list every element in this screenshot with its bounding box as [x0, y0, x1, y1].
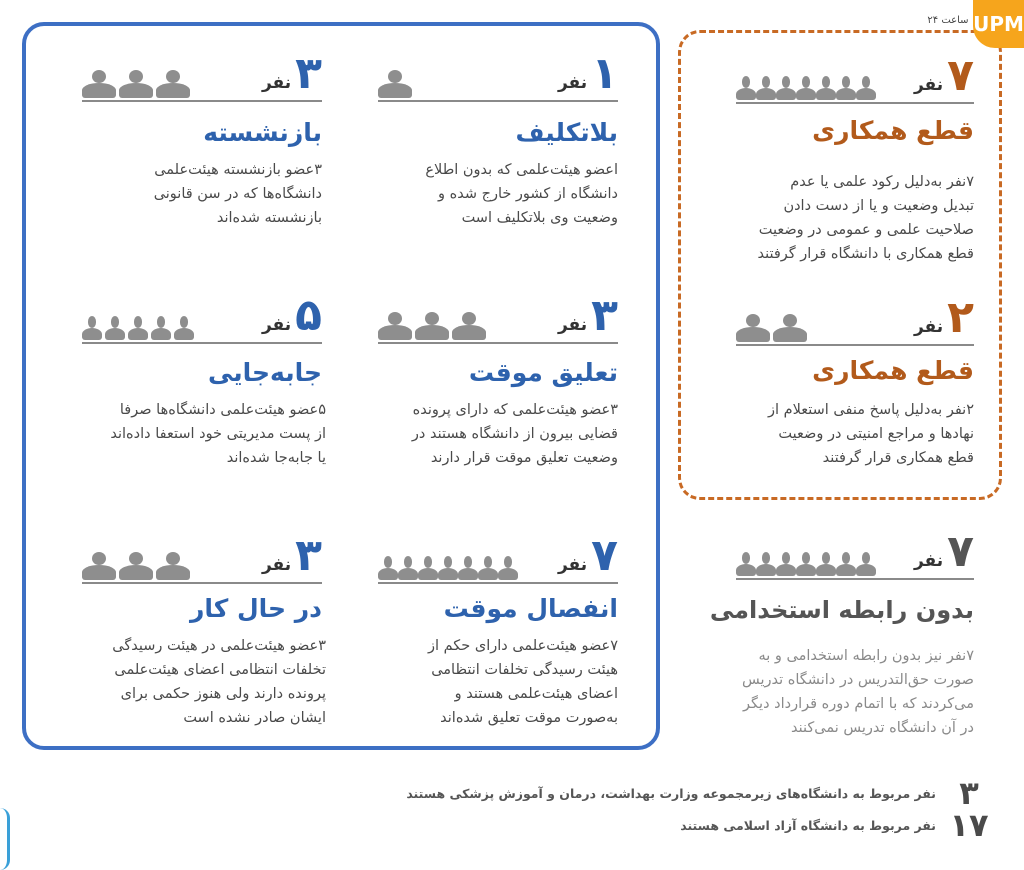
- count: ۳ نفر: [261, 48, 322, 99]
- people-icon-group: [378, 70, 412, 98]
- count: ۷ نفر: [913, 526, 974, 577]
- person-icon: [378, 312, 412, 340]
- person-icon: [856, 76, 876, 100]
- person-icon: [119, 70, 153, 98]
- card-no-employment: [709, 526, 974, 746]
- person-icon: [773, 314, 807, 342]
- person-icon: [776, 76, 796, 100]
- person-icon: [82, 316, 102, 340]
- card-desc: ۷عضو هیئت‌علمی دارای حکم از هیئت رسیدگی تخلفات انتظامی اعضای هیئت‌علمی هستند و به‌صورت موقت تعلیق شده‌اند: [427, 638, 618, 726]
- card-header: [82, 530, 322, 584]
- card-inprogress: [82, 530, 326, 740]
- card-retired: [82, 48, 322, 238]
- card-header: [378, 48, 618, 102]
- card-desc: ۵عضو هیئت‌علمی دانشگاه‌ها صرفا از پست مدیریتی خود استعفا داده‌اند یا جابه‌جا شده‌اند: [110, 402, 326, 466]
- card-title: تعلیق موقت: [468, 358, 618, 387]
- people-icon-group: [378, 556, 518, 580]
- person-icon: [736, 76, 756, 100]
- card-title: بلاتکلیف: [515, 118, 618, 147]
- person-icon: [498, 556, 518, 580]
- card-desc: ۲نفر به‌دلیل پاسخ منفی استعلام از نهادها و مراجع امنیتی در وضعیت قطع همکاری قرار گرفتند: [768, 402, 974, 466]
- person-icon: [156, 552, 190, 580]
- person-icon: [156, 70, 190, 98]
- count: ۷ نفر: [913, 50, 974, 101]
- people-icon-group: [736, 76, 876, 100]
- card-desc: اعضو هیئت‌علمی که بدون اطلاع دانشگاه از کشور خارج شده و وضعیت وی بلاتکلیف است: [425, 162, 618, 226]
- card-transfer: [82, 290, 326, 480]
- card-desc: ۳عضو هیئت‌علمی در هیئت رسیدگی تخلفات انتظامی اعضای هیئت‌علمی پرونده دارند ولی هنوز حکمی برای ایشان صادر نشده است: [112, 638, 326, 726]
- card-bela: [378, 48, 618, 238]
- person-icon: [756, 76, 776, 100]
- person-icon: [378, 556, 398, 580]
- people-icon-group: [378, 312, 486, 340]
- person-icon: [776, 552, 796, 576]
- people-icon-group: [82, 316, 194, 340]
- footer-note-1: ۳ نفر مربوط به دانشگاه‌های زیرمجموعه وزارت بهداشت، درمان و آموزش پزشکی هستند: [406, 774, 979, 812]
- person-icon: [174, 316, 194, 340]
- person-icon: [478, 556, 498, 580]
- card-desc: ۷نفر به‌دلیل رکود علمی یا عدم تبدیل وضعیت و یا از دست دادن صلاحیت علمی و عمومی در وضعیت قطع همکاری با دانشگاه قرار گرفتند: [757, 174, 974, 262]
- person-icon: [82, 70, 116, 98]
- card-title: قطع همکاری: [812, 356, 974, 385]
- upm-badge: UPM: [973, 0, 1024, 48]
- person-icon: [82, 552, 116, 580]
- card-header: [82, 48, 322, 102]
- count: ۳ نفر: [557, 290, 618, 341]
- card-header: [736, 292, 974, 346]
- person-icon: [736, 552, 756, 576]
- person-icon: [816, 552, 836, 576]
- card-suspension: [378, 290, 618, 480]
- card-cut7: [736, 50, 974, 270]
- card-desc: ۳عضو بازنشسته هیئت‌علمی دانشگاه‌ها که در سن قانونی بازنشسته شده‌اند: [153, 162, 322, 226]
- card-title: قطع همکاری: [812, 116, 974, 145]
- card-separation: [378, 530, 618, 740]
- count: ۳ نفر: [261, 530, 322, 581]
- person-icon: [796, 76, 816, 100]
- card-desc: ۷نفر نیز بدون رابطه استخدامی و به صورت حق‌التدریس در دانشگاه تدریس می‌کردند که با اتمام دوره قرارداد دیگر در آن دانشگاه تدریس نمی‌کنند: [741, 648, 974, 736]
- card-title: بازنشسته: [203, 118, 322, 147]
- count: ۵ نفر: [261, 290, 322, 341]
- person-icon: [151, 316, 171, 340]
- card-header: [378, 530, 618, 584]
- person-icon: [836, 552, 856, 576]
- count: ۲ نفر: [913, 292, 974, 343]
- person-icon: [458, 556, 478, 580]
- person-icon: [105, 316, 125, 340]
- person-icon: [119, 552, 153, 580]
- person-icon: [418, 556, 438, 580]
- card-title: در حال کار: [189, 594, 322, 623]
- person-icon: [438, 556, 458, 580]
- card-header: [736, 526, 974, 580]
- person-icon: [128, 316, 148, 340]
- person-icon: [452, 312, 486, 340]
- card-title: انفصال موقت: [443, 594, 618, 623]
- card-desc: ۳عضو هیئت‌علمی که دارای پرونده قضایی بیرون از دانشگاه هستند در وضعیت تعلیق موقت قرار دارند: [411, 402, 618, 466]
- card-header: [378, 290, 618, 344]
- card-cut2: [736, 292, 974, 482]
- card-header: [82, 290, 322, 344]
- card-title: جابه‌جایی: [207, 358, 322, 387]
- card-header: [736, 50, 974, 104]
- person-icon: [398, 556, 418, 580]
- people-icon-group: [736, 314, 807, 342]
- person-icon: [796, 552, 816, 576]
- publisher-logo: ساعت ۲۴: [927, 14, 969, 26]
- person-icon: [415, 312, 449, 340]
- person-icon: [756, 552, 776, 576]
- card-title: بدون رابطه استخدامی: [709, 596, 974, 624]
- count: ۷ نفر: [557, 530, 618, 581]
- decorative-edge: [0, 808, 10, 870]
- count: ۱ نفر: [557, 48, 618, 99]
- person-icon: [856, 552, 876, 576]
- people-icon-group: [82, 70, 190, 98]
- person-icon: [816, 76, 836, 100]
- person-icon: [736, 314, 770, 342]
- person-icon: [378, 70, 412, 98]
- footer-note-2: ۱۷ نفر مربوط به دانشگاه آزاد اسلامی هستند: [680, 806, 989, 844]
- people-icon-group: [82, 552, 190, 580]
- people-icon-group: [736, 552, 876, 576]
- person-icon: [836, 76, 856, 100]
